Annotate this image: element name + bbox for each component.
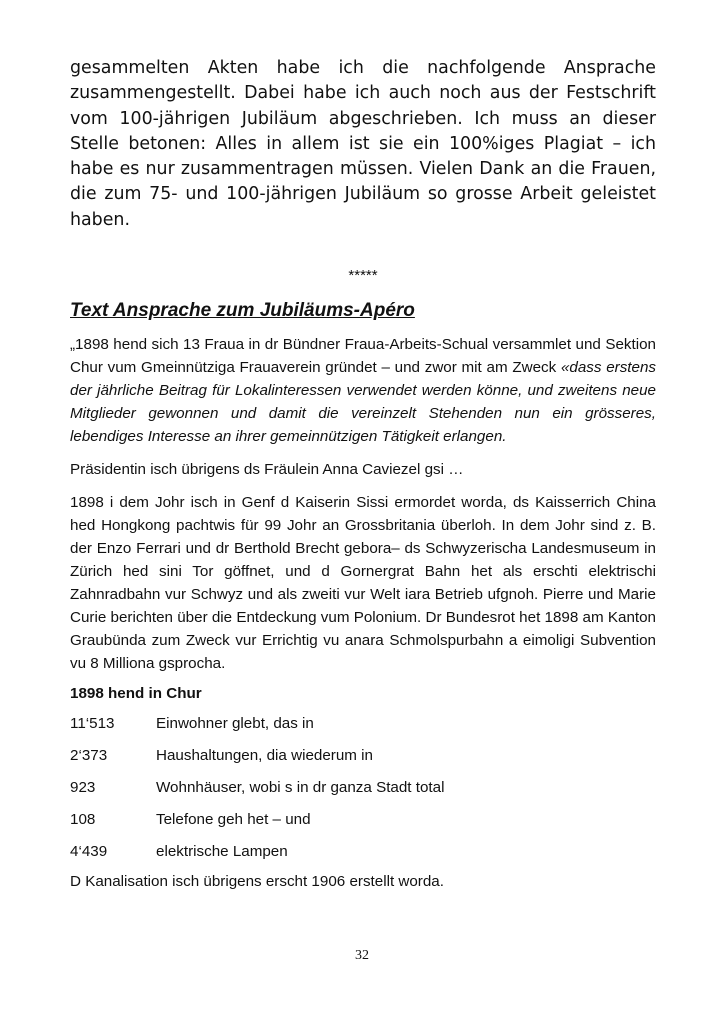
closing-paragraph: D Kanalisation isch übrigens erscht 1906 erstellt worda. <box>70 873 444 891</box>
document-page <box>70 56 656 893</box>
stat-text: Haushaltungen, dia wiederum in <box>156 747 373 765</box>
paragraph-president: Präsidentin isch übrigens ds Fräulein Anna Caviezel gsi … <box>70 461 464 479</box>
page-number: 32 <box>355 948 369 963</box>
stat-number: 11‘513 <box>70 715 115 733</box>
paragraph-history: 1898 i dem Johr isch in Genf d Kaiserin Sissi ermordet worda, ds Kaisserrich China hed Hongkong pachtwis für 99 Johr an Grossbritania überloh. In dem Johr sind z. B. der Enzo Ferrari und dr Berthold Brecht gebora– ds Schwyzerischa Landesmuseum in Zürich hed sini Tor göffnet, und d Gornergrat Bahn het als erschti elektrischi Zahnradbahn vur Schwyz und als zweiti vur Welt iara Betrieb ufgnoh. Pierre und Marie Curie berichten über die Entdeckung vum Polonium. Dr Bundesrot het 1898 am Kanton Graubünda zum Zweck vur Errichtig vu anara Schmolspurbahn a eimoligi Subvention vu 8 Milliona gsprocha. <box>70 494 656 673</box>
stat-row <box>70 809 656 841</box>
section-heading: Text Ansprache zum Jubiläums-Apéro <box>70 300 415 322</box>
stat-text: Wohnhäuser, wobi s in dr ganza Stadt total <box>156 779 445 797</box>
paragraph-founding-quote: «dass erstens der jährliche Beitrag für Lokalinteressen verwendet werden könne, und zweitens neue Mitglieder gewonnen und damit die vereinzelt Stehenden nun ein grösseres, lebendiges Interesse an ihrer gemeinnützigen Tätigkeit erlangen. <box>70 359 656 446</box>
stat-number: 4‘439 <box>70 843 108 861</box>
intro-paragraph: gesammelten Akten habe ich die nachfolgende Ansprache zusammengestellt. Dabei habe ich auch noch aus der Festschrift vom 100-jährigen Jubiläum abgeschrieben. Ich muss an dieser Stelle betonen: Alles in allem ist sie ein 100%iges Plagiat – ich habe es nur zusammentragen müssen. Vielen Dank an die Frauen, die zum 75- und 100-jährigen Jubiläum so grosse Arbeit geleistet haben. <box>70 58 656 230</box>
stat-row <box>70 777 656 809</box>
section-separator: ***** <box>348 267 378 285</box>
paragraph-founding-lead: „1898 hend sich 13 Fraua in dr Bündner Fraua-Arbeits-Schual versammlet und Sektion Chur vum Gmeinnützigа Frauaverein gründet – und zwor mit am Zweck <box>70 336 656 377</box>
paragraph-founding <box>70 333 656 448</box>
stat-number: 108 <box>70 811 96 829</box>
stat-row <box>70 745 656 777</box>
stat-text: Telefone geh het – und <box>156 811 311 829</box>
stat-number: 923 <box>70 779 96 797</box>
stats-subheading: 1898 hend in Chur <box>70 685 202 703</box>
stat-row <box>70 713 656 745</box>
stat-row <box>70 841 656 873</box>
stat-number: 2‘373 <box>70 747 108 765</box>
stat-text: elektrische Lampen <box>156 843 288 861</box>
stat-text: Einwohner glebt, das in <box>156 715 314 733</box>
stats-list <box>70 713 656 873</box>
